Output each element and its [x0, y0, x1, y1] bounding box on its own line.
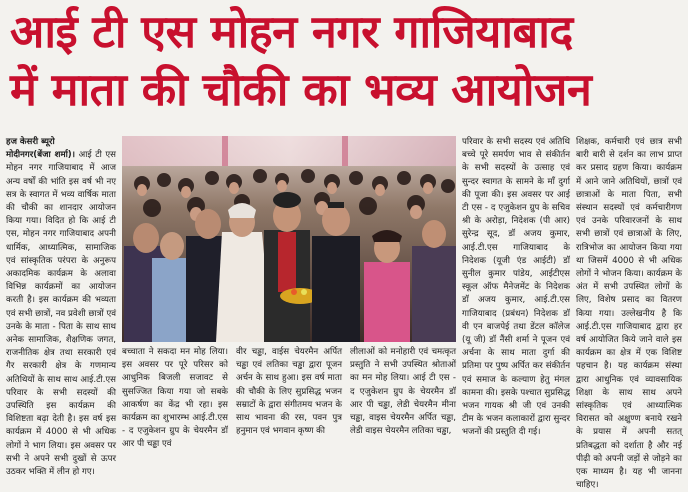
headline-line-1: आई टी एस मोहन नगर गाजियाबाद — [10, 5, 573, 58]
article-bottom-column-3 — [350, 346, 456, 437]
column-5-text: शिक्षक, कर्मचारी एवं छात्र सभी बारी बारी से दर्शन का लाभ प्राप्त कर प्रसाद ग्रहण किया। कार्यक्रम में आने जाने अतिथियों, छात्रों एवं छात्राओं के माता पिता, सभी संस्थान सदस्यों एवं कर्मचारीगण एवं उनके परिवारजनों के साथ सभी छात्रों एवं छात्राओं के लिए, रात्रिभोज का आयोजन किया गया था जिसमें 4000 से भी अधिक लोगों ने भोजन किया। कार्यक्रम के अंत में सभी उपस्थित लोगों के लिए, विशेष प्रसाद का वितरण किया गया। उल्लेखनीय है कि आई.टी.एस गाजियाबाद द्वारा हर वर्ष आयोजित किये जाने वाले इस कार्यक्रम का क्षेत्र में एक विशिष्ट पहचान है। यह कार्यक्रम संस्था द्वारा आधुनिक एवं व्यावसायिक शिक्षा के साथ साथ अपने सांस्कृतिक एवं आध्यात्मिक विरासत को अक्षुण्ण बनाये रखने के प्रयास में अपनी सतत् प्रतिबद्धता को दर्शाता है और नई पीढ़ी को अपनी जड़ों से जोड़ने का एक माध्यम है। यह भी जानना चाहिए। — [576, 137, 682, 491]
event-photo — [122, 136, 456, 342]
article-bottom-column-2 — [236, 346, 342, 437]
bottom-column-2-text: वीर चड्ढा, वाईस चेयरमैन अर्पित चड्ढा एवं लतिका चड्ढा द्वारा पूजन अर्चन के साथ हुआ। इस वर्ष माता की चौकी के लिए सुप्रसिद्ध भजन सम्राटों के द्वारा संगीतमय भजन के साथ भावना की रस, पवन पुत्र हनुमान एवं भगवान कृष्ण की — [236, 347, 342, 437]
byline: मोदीनगर(बेंजा शर्मा)। — [6, 150, 75, 161]
bottom-column-3-text: लीलाओं को मनोहारी एवं चमत्कृत प्रस्तुति ने सभी उपस्थित श्रोताओं का मन मोह लिया। आई टी एस - द एजुकेशन ग्रुप के चेयरमैन डॉ आर पी चड्ढा, लेडी चेयरमैन मीना चड्ढा, वाइस चेयरमैन अर्पित चड्ढा, लेडी वाइस चेयरमैन लतिका चड्ढा, — [350, 347, 456, 437]
headline — [0, 0, 688, 128]
article-column-1 — [6, 136, 116, 478]
dateline: हज केसरी ब्यूरो — [6, 137, 55, 147]
bottom-column-1-text: बच्चाता ने सकदा मन मोह लिया। इस अवसर पर पूरे परिसर को आधुनिक बिजली सजावट से सुसज्जित किया गया जो सबके आकर्षण का केंद्र भी रहा। इस कार्यक्रम का शुभारम्भ आई.टी.एस - द एजुकेशन ग्रुप के चेयरमैन डॉ आर पी चड्ढा एवं — [122, 347, 228, 450]
column-4-text: परिवार के सभी सदस्य एवं अतिथि बच्चे पूरे समर्पण भाव से संकीर्तन के सभी सदस्यों के उत्साह एवं सुन्दर स्वागत के सामने के माँ दुर्गा की पूजा की। इस अवसर पर आई टी एस - द एजुकेशन ग्रुप के सचिव श्री के अरोड़ा, निदेशक (पी आर) सुरेन्द्र सूद, डॉ अजय कुमार, आई.टी.एस गाजियाबाद के निदेशक (यूजी एंड आईटी) डॉ सुनील कुमार पांडेय, आईटीएस स्कूल ऑफ मैनेजमेंट के निदेशक डॉ अजय कुमार, आई.टी.एस गाजियाबाद (प्रबंधन) निदेशक डॉ वी एन बाजपेई तथा डेंटल कॉलेज (यू जी) डॉ नैंसी शर्मा ने पूजन एवं अर्चना के साथ माता दुर्गा की प्रतिमा पर पुष्प अर्पित कर संकीर्तन एवं समाज के कल्याण हेतु मंगल कामना की। इसके पश्चात सुप्रसिद्ध भजन गायक श्री जी एवं उनकी टीम के भजन कलाकारों द्वारा सुन्दर भजनों की प्रस्तुति दी गई। — [462, 137, 570, 438]
column-1-text: आई टी एस मोहन नगर गाजियाबाद में आज अन्य वर्षों की भांति इस वर्ष भी नए सत्र के स्वागत में भव्य वार्षिक माता की चौकी का शानदार आयोजन किया गया। विदित हो कि आई टी एस, मोहन नगर गाजियाबाद अपनी धार्मिक, आध्यात्मिक, सामाजिक एवं सांस्कृतिक परंपरा के अनुरूप अकादमिक कार्यक्रम के अलावा विभिन्न कार्यक्रमों का आयोजन करती है। इस कार्यक्रम की भव्यता एवं सभी छात्रों, नव प्रवेशी छात्रों एवं उनके के माता - पिता के साथ साथ अनेक सामाजिक, शैक्षणिक जगत, राजनीतिक क्षेत्र तथा सरकारी एवं गैर सरकारी क्षेत्र के गणमान्य अतिथियों के साथ साथ आई.टी.एस परिवार के सभी सदस्यों की उपस्थिति इस कार्यक्रम की विशिष्टता बढ़ा देती है। इस वर्ष इस कार्यक्रम में 4000 से भी अधिक लोगों ने भाग लिया। इस अवसर पर सभी ने अपने सभी दुखों से ऊपर उठकर भक्ति में लीन हो गए। — [6, 150, 116, 478]
article-bottom-column-1 — [122, 346, 228, 450]
article-column-5 — [576, 136, 682, 491]
event-photo-image — [122, 136, 456, 342]
headline-line-2: में माता की चौकी का भव्य आयोजन — [10, 63, 592, 116]
article-column-4 — [462, 136, 570, 438]
